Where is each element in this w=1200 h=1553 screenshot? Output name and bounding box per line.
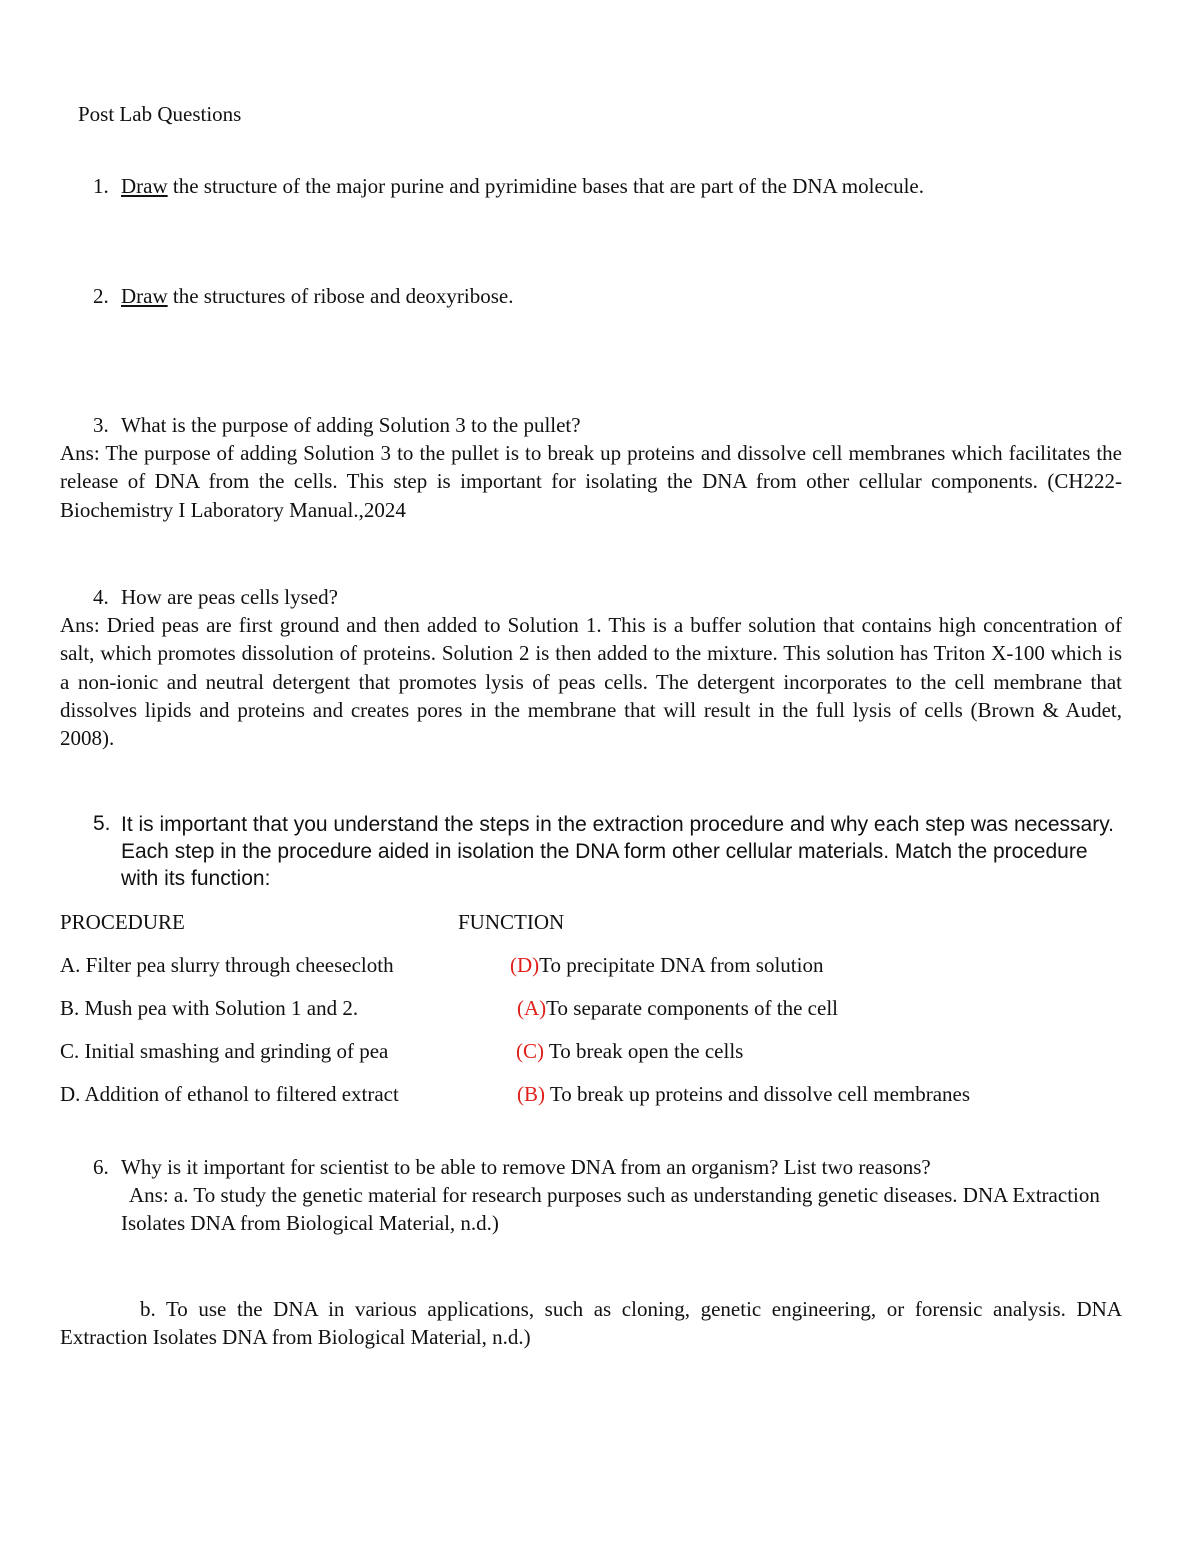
function-text: To precipitate DNA from solution — [539, 953, 824, 977]
procedure-item: C. Initial smashing and grinding of pea — [60, 1039, 389, 1063]
question-6-text: Why is it important for scientist to be able to remove DNA from an organism? List two reasons? — [121, 1155, 931, 1179]
answer-letter: (C) — [516, 1039, 544, 1063]
question-5-number: 5. — [93, 812, 111, 835]
answer-3: Ans: The purpose of adding Solution 3 to the pullet is to break up proteins and dissolve cell membranes which facilitates the release of DNA from the cells. This step is important for isolating the DNA from other cellular components. (CH222-Biochemistry I Laboratory Manual.,2024 — [60, 441, 1122, 522]
question-3 — [93, 411, 581, 439]
procedure-header: PROCEDURE — [60, 910, 185, 934]
question-2-verb: Draw — [121, 284, 168, 308]
document-title: Post Lab Questions — [78, 102, 242, 126]
answer-4: Ans: Dried peas are first ground and then added to Solution 1. This is a buffer solution that contains high concentration of salt, which promotes dissolution of proteins. Solution 2 is then added to the mixture. This solution has Triton X-100 which is a non-ionic and neutral detergent that promotes lysis of peas cells. The detergent incorporates to the cell membrane that dissolves lipids and proteins and creates pores in the membrane that will result in the full lysis of cells (Brown & Audet, 2008). — [60, 613, 1122, 751]
procedure-item: A. Filter pea slurry through cheesecloth — [60, 953, 394, 977]
answer-letter: (D) — [510, 953, 540, 977]
answer-6a: Ans: a. To study the genetic material for research purposes such as understanding genetic diseases. DNA Extraction Isolates DNA from Biological Material, n.d.) — [121, 1183, 1100, 1236]
answer-letter: (B) — [517, 1082, 545, 1106]
procedure-item: D. Addition of ethanol to filtered extract — [60, 1082, 399, 1106]
question-6 — [93, 1153, 931, 1181]
function-item — [517, 1080, 970, 1108]
question-5-text: It is important that you understand the steps in the extraction procedure and why each step was necessary. Each step in the procedure aided in isolation the DNA form other cellular materials. Match the procedure with its function: — [121, 813, 1114, 890]
function-text: To separate components of the cell — [546, 996, 838, 1020]
function-item — [510, 951, 823, 979]
question-4-number: 4. — [93, 585, 109, 609]
answer-letter: (A) — [517, 996, 547, 1020]
question-1-verb: Draw — [121, 174, 168, 198]
question-1 — [93, 172, 924, 200]
function-item — [517, 994, 838, 1022]
question-1-text: the structure of the major purine and pyrimidine bases that are part of the DNA molecule. — [167, 174, 924, 198]
question-2-number: 2. — [93, 284, 109, 308]
function-header: FUNCTION — [458, 910, 565, 934]
question-3-text: What is the purpose of adding Solution 3 to the pullet? — [121, 413, 581, 437]
answer-6b: b. To use the DNA in various applications, such as cloning, genetic engineering, or forensic analysis. DNA Extraction Isolates DNA from Biological Material, n.d.) — [60, 1297, 1122, 1350]
question-2-text: the structures of ribose and deoxyribose. — [167, 284, 514, 308]
question-1-number: 1. — [93, 174, 109, 198]
question-2 — [93, 282, 514, 310]
procedure-item: B. Mush pea with Solution 1 and 2. — [60, 996, 359, 1020]
function-item — [516, 1037, 743, 1065]
function-text: To break open the cells — [544, 1039, 744, 1063]
question-4-text: How are peas cells lysed? — [121, 585, 338, 609]
question-3-number: 3. — [93, 413, 109, 437]
function-text: To break up proteins and dissolve cell membranes — [545, 1082, 971, 1106]
question-6-number: 6. — [93, 1155, 109, 1179]
question-4 — [93, 583, 338, 611]
